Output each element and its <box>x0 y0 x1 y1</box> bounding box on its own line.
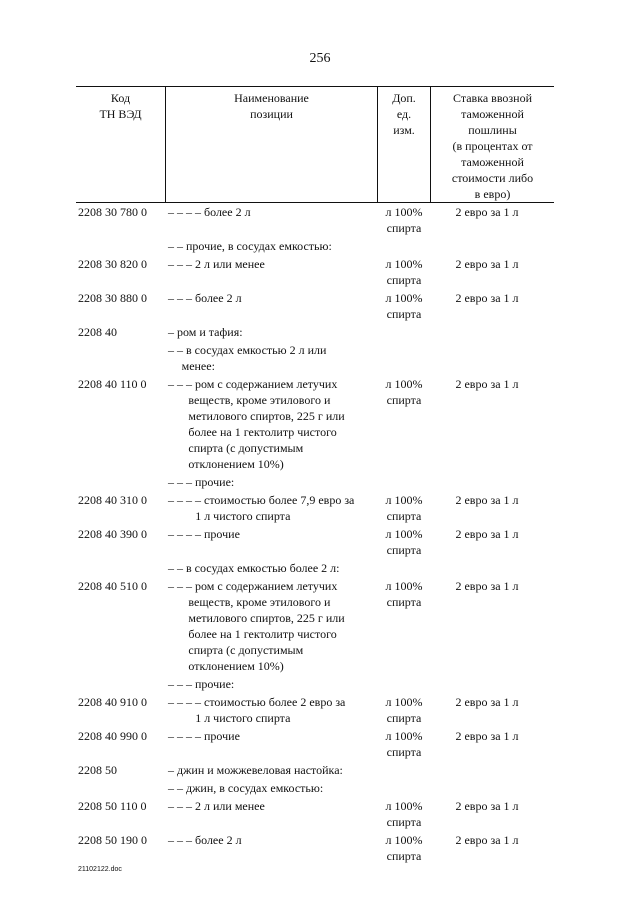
row-unit-line: спирта <box>386 393 422 407</box>
row-description <box>168 578 378 674</box>
row-description-line: 1 л чистого спирта <box>195 711 291 725</box>
table-row <box>0 204 640 238</box>
row-code: 2208 50 <box>78 763 117 777</box>
row-description <box>168 290 378 306</box>
row-description-line: – – прочие, в сосудах емкостью: <box>168 239 332 253</box>
row-description <box>168 256 378 272</box>
header-rate-line: (в процентах от <box>452 139 533 153</box>
table-row <box>0 560 640 578</box>
row-code: 2208 40 <box>78 325 117 339</box>
row-duty-rate: 2 евро за 1 л <box>455 729 519 743</box>
table-row <box>0 238 640 256</box>
row-description <box>168 694 378 726</box>
row-description-line: – – – более 2 л <box>168 833 242 847</box>
row-description-line: – – – прочие: <box>168 475 235 489</box>
table-row <box>0 474 640 492</box>
row-unit-line: л 100% <box>385 291 423 305</box>
row-description <box>168 376 378 472</box>
row-unit-line: спирта <box>386 543 422 557</box>
row-code: 2208 50 190 0 <box>78 833 147 847</box>
row-unit-line: л 100% <box>385 493 423 507</box>
row-description <box>168 560 378 576</box>
row-unit-line: спирта <box>386 745 422 759</box>
page-number: 256 <box>309 51 331 66</box>
row-description <box>168 798 378 814</box>
header-rate-line: пошлины <box>468 123 517 137</box>
row-code: 2208 40 990 0 <box>78 729 147 743</box>
row-description-line: отклонением 10%) <box>188 457 284 471</box>
row-description-line: – – – ром с содержанием летучих <box>168 579 338 593</box>
row-description <box>168 762 378 778</box>
row-duty-rate: 2 евро за 1 л <box>455 257 519 271</box>
row-unit-line: л 100% <box>385 257 423 271</box>
header-code-line: Код <box>110 91 131 105</box>
row-description-line: веществ, кроме этилового и <box>188 595 331 609</box>
row-description-line: веществ, кроме этилового и <box>188 393 331 407</box>
row-description-line: – – – – прочие <box>168 527 240 541</box>
row-code: 2208 50 110 0 <box>78 799 147 813</box>
row-unit-line: л 100% <box>385 729 423 743</box>
table-row <box>0 578 640 676</box>
tariff-table-body <box>0 204 640 866</box>
row-unit-line: л 100% <box>385 695 423 709</box>
row-code: 2208 40 310 0 <box>78 493 147 507</box>
header-unit <box>378 90 430 138</box>
row-code: 2208 40 390 0 <box>78 527 147 541</box>
row-description <box>168 780 378 796</box>
table-top-rule <box>76 86 554 87</box>
row-unit-line: спирта <box>386 815 422 829</box>
row-description-line: – – – более 2 л <box>168 291 242 305</box>
row-description-line: более на 1 гектолитр чистого <box>188 425 337 439</box>
header-name-line: Наименование <box>234 91 309 105</box>
row-description-line: метилового спиртов, 225 г или <box>188 409 345 423</box>
header-rate-line: таможенной <box>461 155 524 169</box>
row-code: 2208 30 880 0 <box>78 291 147 305</box>
header-unit-line: ед. <box>396 107 412 121</box>
row-description-line: – – в сосудах емкостью более 2 л: <box>168 561 340 575</box>
header-name <box>166 90 377 122</box>
header-code-line: ТН ВЭД <box>99 107 142 121</box>
row-description-line: – – – – более 2 л <box>168 205 251 219</box>
header-code <box>76 90 165 122</box>
table-row <box>0 324 640 342</box>
row-description-line: – – – ром с содержанием летучих <box>168 377 338 391</box>
row-duty-rate: 2 евро за 1 л <box>455 695 519 709</box>
row-duty-rate: 2 евро за 1 л <box>455 205 519 219</box>
row-unit-line: спирта <box>386 849 422 863</box>
row-unit <box>382 832 426 864</box>
table-row <box>0 256 640 290</box>
row-unit-line: л 100% <box>385 377 423 391</box>
row-unit-line: л 100% <box>385 833 423 847</box>
header-rate-line: стоимости либо <box>451 171 534 185</box>
row-description-line: – – – – прочие <box>168 729 240 743</box>
row-description-line: – – в сосудах емкостью 2 л или <box>168 343 327 357</box>
row-unit <box>382 290 426 322</box>
row-unit <box>382 728 426 760</box>
row-description <box>168 728 378 744</box>
row-unit <box>382 256 426 288</box>
row-unit-line: л 100% <box>385 205 423 219</box>
row-description-line: менее: <box>181 359 215 373</box>
row-description-line: 1 л чистого спирта <box>195 509 291 523</box>
row-description-line: – – – 2 л или менее <box>168 257 265 271</box>
table-row <box>0 342 640 376</box>
header-rate-line: Ставка ввозной <box>452 91 533 105</box>
file-name-footer: 21102122.doc <box>78 866 122 873</box>
row-unit-line: спирта <box>386 509 422 523</box>
row-description <box>168 526 378 542</box>
row-description-line: – джин и можжевеловая настойка: <box>168 763 343 777</box>
row-description-line: отклонением 10%) <box>188 659 284 673</box>
row-code: 2208 30 780 0 <box>78 205 147 219</box>
header-rate <box>431 90 554 202</box>
row-unit-line: спирта <box>386 273 422 287</box>
row-unit-line: спирта <box>386 595 422 609</box>
row-unit-line: л 100% <box>385 799 423 813</box>
row-unit-line: спирта <box>386 711 422 725</box>
row-description-line: – – – – стоимостью более 7,9 евро за <box>168 493 355 507</box>
row-description <box>168 324 378 340</box>
row-duty-rate: 2 евро за 1 л <box>455 833 519 847</box>
table-header-bottom-rule <box>76 202 554 203</box>
row-unit <box>382 578 426 610</box>
table-row <box>0 832 640 866</box>
table-row <box>0 290 640 324</box>
row-description <box>168 832 378 848</box>
row-description-line: спирта (с допустимым <box>188 441 304 455</box>
row-description <box>168 342 378 374</box>
row-description <box>168 676 378 692</box>
table-row <box>0 526 640 560</box>
row-duty-rate: 2 евро за 1 л <box>455 377 519 391</box>
table-row <box>0 676 640 694</box>
header-unit-line: Доп. <box>392 91 416 105</box>
row-unit <box>382 798 426 830</box>
header-rate-line: таможенной <box>461 107 524 121</box>
row-duty-rate: 2 евро за 1 л <box>455 527 519 541</box>
row-description-line: – – джин, в сосудах емкостью: <box>168 781 324 795</box>
row-unit-line: спирта <box>386 221 422 235</box>
table-row <box>0 798 640 832</box>
row-unit <box>382 526 426 558</box>
row-description-line: более на 1 гектолитр чистого <box>188 627 337 641</box>
row-description-line: метилового спиртов, 225 г или <box>188 611 345 625</box>
row-duty-rate: 2 евро за 1 л <box>455 799 519 813</box>
row-unit <box>382 492 426 524</box>
row-description-line: – – – – стоимостью более 2 евро за <box>168 695 346 709</box>
table-row <box>0 492 640 526</box>
row-description-line: – – – 2 л или менее <box>168 799 265 813</box>
table-row <box>0 694 640 728</box>
row-unit-line: л 100% <box>385 527 423 541</box>
table-row <box>0 762 640 780</box>
row-code: 2208 40 910 0 <box>78 695 147 709</box>
row-unit <box>382 376 426 408</box>
row-description-line: спирта (с допустимым <box>188 643 304 657</box>
header-name-line: позиции <box>250 107 293 121</box>
header-rate-line: в евро) <box>474 187 511 201</box>
row-unit <box>382 204 426 236</box>
row-description <box>168 204 378 220</box>
row-description-line: – ром и тафия: <box>168 325 243 339</box>
row-code: 2208 30 820 0 <box>78 257 147 271</box>
row-description-line: – – – прочие: <box>168 677 235 691</box>
row-duty-rate: 2 евро за 1 л <box>455 291 519 305</box>
row-description <box>168 492 378 524</box>
table-row <box>0 728 640 762</box>
row-code: 2208 40 110 0 <box>78 377 147 391</box>
row-description <box>168 238 378 254</box>
row-code: 2208 40 510 0 <box>78 579 147 593</box>
row-description <box>168 474 378 490</box>
row-unit-line: л 100% <box>385 579 423 593</box>
row-unit-line: спирта <box>386 307 422 321</box>
table-row <box>0 780 640 798</box>
header-unit-line: изм. <box>393 123 415 137</box>
table-row <box>0 376 640 474</box>
row-duty-rate: 2 евро за 1 л <box>455 493 519 507</box>
row-unit <box>382 694 426 726</box>
row-duty-rate: 2 евро за 1 л <box>455 579 519 593</box>
